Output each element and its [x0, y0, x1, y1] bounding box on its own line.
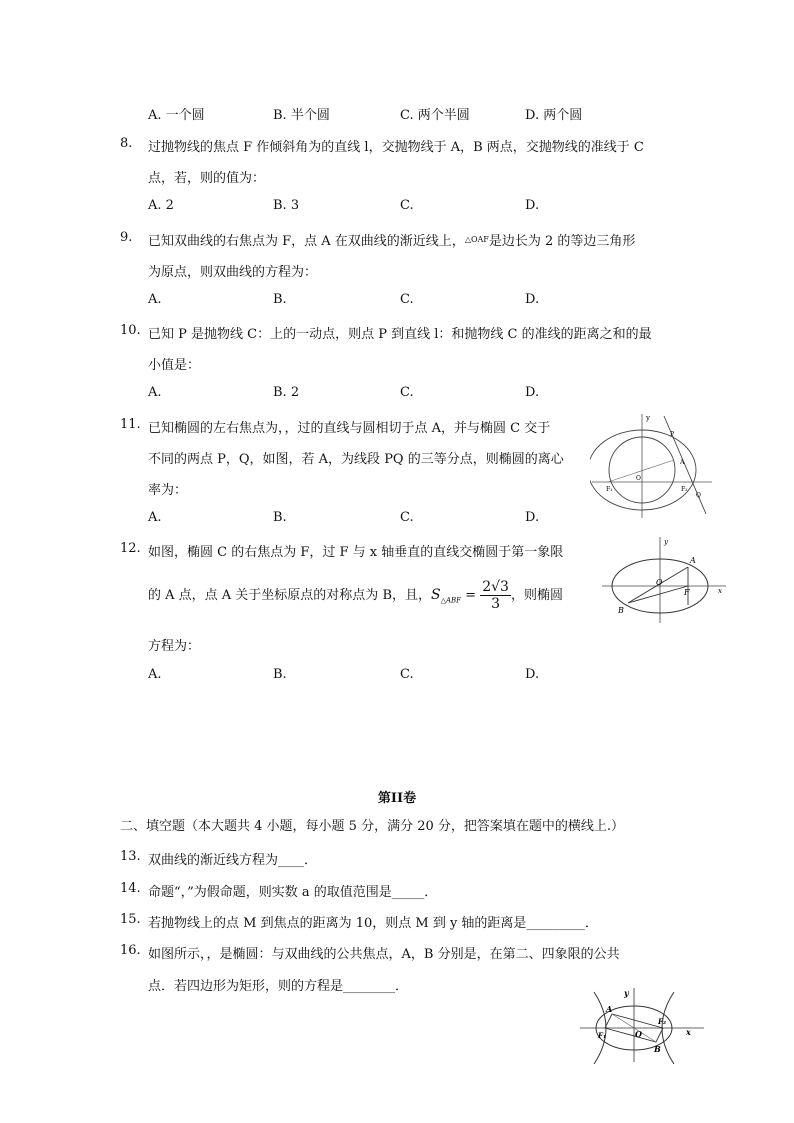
q10-option-b: B. 2 [273, 385, 300, 400]
q7-option-d: D. 两个圆 [525, 108, 583, 123]
q7-option-c: C. 两个半圆 [400, 108, 470, 123]
q12-segment-bf [628, 586, 688, 603]
q12-area-s: S [431, 587, 441, 603]
q14-text: 命题“，”为假命题，则实数 a 的取值范围是_____． [148, 885, 438, 900]
q8-text-line1: 过抛物线的焦点 F 作倾斜角为的直线 l，交抛物线于 A，B 两点，交抛物线的准线于 C [148, 140, 644, 155]
q12-figure [600, 535, 730, 625]
q16-label-o: O [635, 1029, 642, 1039]
q13-number: 13. [120, 849, 141, 864]
q12-label-y: y [664, 538, 668, 546]
q12-text-line3: 方程为： [148, 639, 201, 654]
q11-text-line3: 率为： [148, 483, 188, 498]
q11-option-a: A. [148, 510, 162, 525]
q12-option-c: C. [400, 667, 414, 682]
q11-option-d: D. [525, 510, 540, 525]
q16-label-b: B [654, 1044, 661, 1054]
q16-label-y: y [624, 988, 629, 998]
q9-text-line1a: 已知双曲线的右焦点为 F，点 A 在双曲线的渐近线上， [148, 234, 465, 249]
q12-label-x: x [718, 587, 722, 595]
q12-area-numerator: 2√3 [482, 579, 509, 595]
q11-text-line1: 已知椭圆的左右焦点为，，过的直线与圆相切于点 A，并与椭圆 C 交于 [148, 421, 551, 436]
q8-text-line2: 点，若，则的值为： [148, 171, 266, 186]
q9-number: 9. [120, 230, 133, 245]
q12-label-a: A [690, 556, 696, 565]
q9-option-d: D. [525, 292, 540, 307]
q12-option-a: A. [148, 667, 162, 682]
q12-area-fraction [480, 579, 511, 612]
q11-label-f1: F₁ [606, 486, 613, 493]
q7-option-a: A. 一个圆 [148, 108, 205, 123]
q10-option-d: D. [525, 385, 540, 400]
q12-area-denominator: 3 [491, 596, 501, 612]
q12-label-b: B [618, 606, 624, 615]
q10-text-line1: 已知 P 是抛物线 C：上的一动点，则点 P 到直线 l：和抛物线 C 的准线的距离之和的最 [148, 327, 652, 342]
q11-label-a: A [680, 459, 685, 466]
q11-label-o: O [636, 475, 641, 482]
q11-text-line2: 不同的两点 P，Q，如图，若 A，为线段 PQ 的三等分点，则椭圆的离心 [148, 452, 564, 467]
q12-text-line1: 如图，椭圆 C 的右焦点为 F，过 F 与 x 轴垂直的直线交椭圆于第一象限 [148, 545, 564, 560]
q16-label-f1: F₁ [598, 1031, 607, 1040]
q7-option-b: B. 半个圆 [273, 108, 330, 123]
q14-number: 14. [120, 881, 141, 896]
q16-label-x: x [686, 1027, 691, 1037]
q16-label-f2: F₂ [658, 1017, 667, 1026]
q9-option-a: A. [148, 292, 162, 307]
q9-option-b: B. [273, 292, 287, 307]
q9-text-line1b: 是边长为 2 的等边三角形 [488, 234, 636, 249]
q11-label-p: P [670, 431, 675, 438]
q11-focus-segment [608, 460, 674, 482]
q11-label-q: Q [696, 492, 701, 499]
q8-number: 8. [120, 136, 133, 151]
q9-text-line2: 为原点，则双曲线的方程为： [148, 265, 318, 280]
section-heading: 二、填空题（本大题共 4 小题，每小题 5 分，满分 20 分，把答案填在题中的横线上.） [120, 819, 625, 834]
q12-text-line2: 的 A 点，点 A 关于坐标原点的对称点为 B，且，$S_{\triangle ABF}$ = $\frac{2√3}{3}$ ，则椭圆 [148, 579, 563, 612]
q16-text-line2: 点．若四边形为矩形，则的方程是________． [148, 979, 409, 994]
q8-option-b: B. 3 [273, 198, 300, 213]
q9-option-c: C. [400, 292, 414, 307]
q11-number: 11. [120, 417, 141, 432]
section-title: 第II卷 [377, 791, 417, 806]
q13-text: 双曲线的渐近线方程为____． [148, 853, 318, 868]
q16-number: 16. [120, 943, 141, 958]
q8-option-d: D. [525, 198, 540, 213]
q12-text-line2a: 的 A 点，点 A 关于坐标原点的对称点为 B，且， [148, 588, 431, 603]
q12-option-d: D. [525, 667, 540, 682]
q9-text-line1 [148, 230, 635, 249]
q12-number: 12. [120, 541, 141, 556]
q11-option-b: B. [273, 510, 287, 525]
q11-figure [590, 410, 714, 520]
q11-ellipse [590, 430, 696, 510]
q10-option-c: C. [400, 385, 414, 400]
q11-option-c: C. [400, 510, 414, 525]
q15-number: 15. [120, 912, 141, 927]
q12-label-f: F [684, 588, 690, 597]
q12-area-sub: △ABF [440, 596, 462, 605]
q9-small-triangle: △OAF [464, 235, 489, 244]
q15-text: 若抛物线上的点 M 到焦点的距离为 10，则点 M 到 y 轴的距离是_________． [148, 916, 598, 931]
q12-text-line2b: ，则椭圆 [510, 588, 563, 603]
q8-option-c: C. [400, 198, 414, 213]
q12-option-b: B. [273, 667, 287, 682]
q10-text-line2: 小值是： [148, 358, 201, 373]
q11-label-y: y [646, 414, 650, 422]
q16-label-a: A [606, 1004, 613, 1014]
q12-label-o: O [656, 578, 663, 587]
q10-option-a: A. [148, 385, 162, 400]
q11-label-f2: F₂ [681, 486, 688, 493]
q10-number: 10. [120, 323, 141, 338]
q16-text-line1: 如图所示，，是椭圆：与双曲线的公共焦点，A，B 分别是，在第二、四象限的公共 [148, 947, 620, 962]
q8-option-a: A. 2 [148, 198, 174, 213]
q16-figure [578, 986, 708, 1064]
